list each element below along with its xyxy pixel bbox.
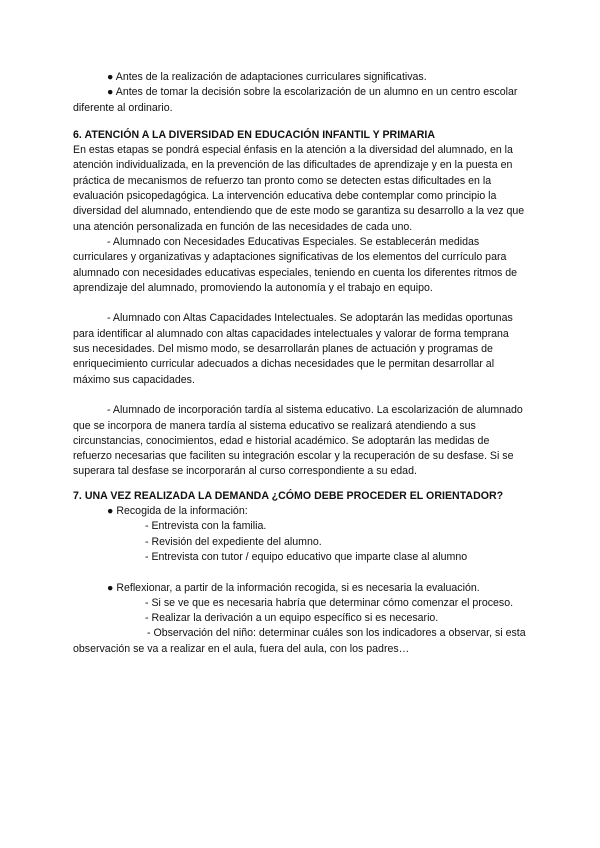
- spacer: [73, 480, 528, 489]
- spacer: [73, 388, 528, 403]
- section-7-sub-expediente: - Revisión del expediente del alumno.: [145, 535, 322, 548]
- section-7-bullet-reflexionar: ● Reflexionar, a partir de la información recogida, si es necesaria la evaluación.: [107, 581, 480, 594]
- section-7-sub-proceso: - Si se ve que es necesaria habría que determinar cómo comenzar el proceso.: [145, 596, 514, 609]
- section-6-heading: 6. ATENCIÓN A LA DIVERSIDAD EN EDUCACIÓN INFANTIL Y PRIMARIA: [73, 128, 436, 141]
- spacer: [73, 296, 528, 311]
- section-7-sub-observacion: - Observación del niño: determinar cuáles son los indicadores a observar, si esta observación se va a realizar en el aula, fuera del aula, con los padres…: [73, 627, 526, 655]
- section-7-heading: 7. UNA VEZ REALIZADA LA DEMANDA ¿CÓMO DEBE PROCEDER EL ORIENTADOR?: [73, 489, 504, 502]
- document-page: [73, 70, 528, 657]
- section-6-incorporacion-tardia: - Alumnado de incorporación tardía al sistema educativo. La escolarización de alumnado que se incorpora de manera tardía al sistema educativo se realizará atendiendo a sus circunstancias, conocimientos, edad e historial académico. Se adoptarán las medidas de refuerzo necesarias que faciliten su integración escolar y la recuperación de su desfase. Si se superara tal desfase se incorporarán al curso correspondiente a su edad.: [73, 404, 523, 478]
- section-6-intro: En estas etapas se pondrá especial énfasis en la atención a la diversidad del alumnado, en la atención individualizada, en la prevención de las dificultades de aprendizaje y en la puesta en práctica de mecanismos de refuerzo tan pronto como se detecten estas dificultades en la evaluación psicopedagógica. La intervención educativa debe contemplar como principio la diversidad del alumnado, entendiendo que de este modo se garantiza su desarrollo a la vez que una atención personalizada en función de las necesidades de cada uno.: [73, 144, 525, 233]
- section-6-altas-capacidades: - Alumnado con Altas Capacidades Intelectuales. Se adoptarán las medidas oportunas para identificar al alumnado con altas capacidades intelectuales y valorar de forma temprana sus necesidades. Del mismo modo, se desarrollarán planes de actuación y programas de enriquecimiento curricular adecuados a dichas necesidades que le permitan desarrollar al máximo sus capacidades.: [73, 312, 513, 386]
- intro-bullet-adaptaciones: ● Antes de la realización de adaptaciones curriculares significativas.: [107, 71, 427, 83]
- section-7-sub-derivacion: - Realizar la derivación a un equipo específico si es necesario.: [145, 612, 439, 625]
- section-6-nee: - Alumnado con Necesidades Educativas Especiales. Se establecerán medidas curriculares y organizativas y adaptaciones significativas de los elementos del currículo para alumnado con necesidades educativas especiales, teniendo en cuenta los diferentes ritmos de aprendizaje del alumnado, promoviendo la autonomía y el trabajo en equipo.: [73, 235, 518, 294]
- intro-bullet-escolarizacion: ● Antes de tomar la decisión sobre la escolarización de un alumno en un centro escolar diferente al ordinario.: [73, 86, 518, 114]
- section-7-sub-tutor: - Entrevista con tutor / equipo educativo que imparte clase al alumno: [145, 550, 468, 563]
- section-7-bullet-recogida: ● Recogida de la información:: [107, 505, 248, 518]
- spacer: [73, 116, 528, 128]
- spacer: [73, 565, 528, 580]
- section-7-sub-familia: - Entrevista con la familia.: [145, 520, 267, 533]
